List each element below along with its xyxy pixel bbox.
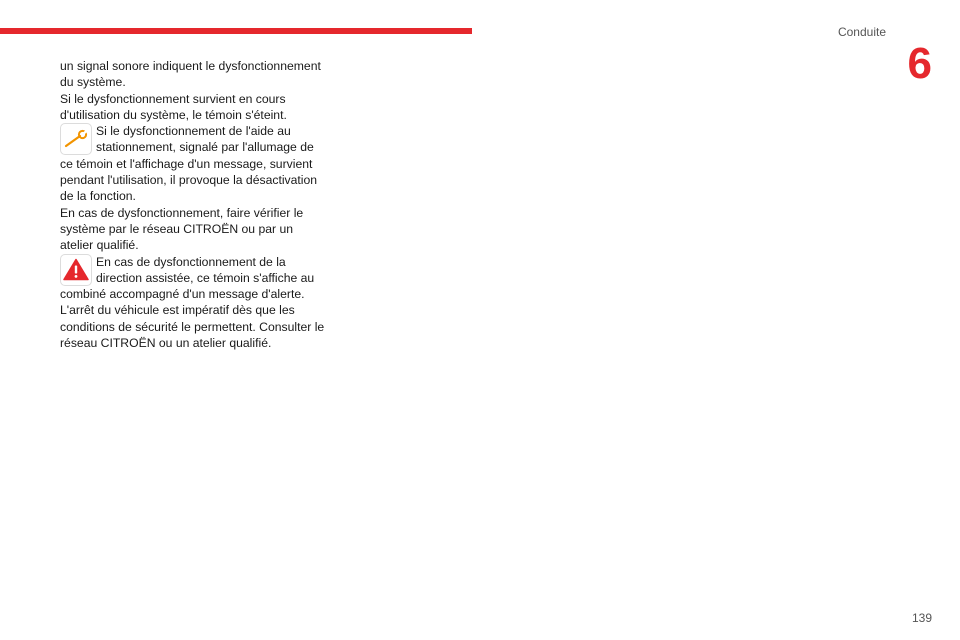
paragraph: En cas de dysfonctionnement de la direction assistée, ce témoin s'affiche au combiné accompagné d'un message d'alerte.: [60, 254, 315, 302]
paragraph: Si le dysfonctionnement de l'aide au stationnement, signalé par l'allumage de ce témoin et l'affichage d'un message, survient pendant l'utilisation, il provoque la désactivation de la fonction.: [60, 124, 318, 204]
service-warning-block: [60, 123, 328, 204]
paragraph: L'arrêt du véhicule est impératif dès que les conditions de sécurité le permettent. Consulter le réseau CITROËN ou un atelier qualifié.: [60, 303, 325, 351]
page-number: 139: [911, 611, 932, 625]
chapter-number: 6: [907, 39, 932, 88]
steering-warning-block: [60, 254, 328, 303]
section-title: Conduite: [837, 25, 886, 39]
paragraph: un signal sonore indiquent le dysfonctionnement du système.: [60, 59, 321, 90]
header-accent-bar: [0, 28, 472, 34]
wrench-icon: [60, 123, 92, 155]
paragraph: Si le dysfonctionnement survient en cours d'utilisation du système, le témoin s'éteint.: [60, 91, 287, 122]
paragraph: En cas de dysfonctionnement, faire vérifier le système par le réseau CITROËN ou par un atelier qualifié.: [60, 205, 304, 253]
warning-triangle-icon: [60, 254, 92, 286]
main-content: [60, 58, 328, 351]
